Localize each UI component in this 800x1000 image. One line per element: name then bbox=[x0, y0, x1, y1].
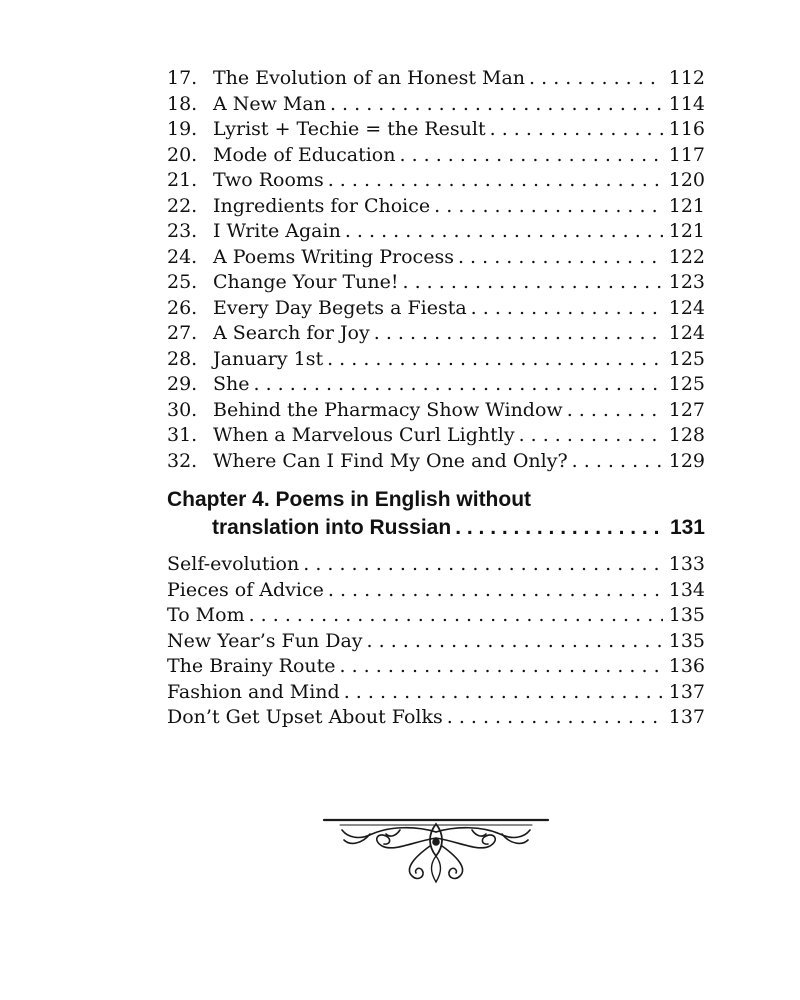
toc-entry-row bbox=[167, 449, 705, 475]
entry-title: Pieces of Advice bbox=[167, 578, 324, 601]
entry-title: To Mom bbox=[167, 604, 245, 626]
entry-number: 25. bbox=[167, 271, 198, 293]
entry-page-number: 121 bbox=[668, 220, 705, 242]
entry-title: Change Your Tune! bbox=[213, 271, 399, 293]
entry-title: January 1st bbox=[213, 347, 324, 370]
entry-page-number: 124 bbox=[668, 296, 705, 319]
chapter-title-line2-row bbox=[167, 514, 705, 542]
toc-entry-row bbox=[167, 194, 705, 220]
entry-number: 24. bbox=[167, 245, 198, 268]
entry-title: Don’t Get Upset About Folks bbox=[167, 706, 443, 728]
entry-title: Self-evolution bbox=[167, 553, 300, 575]
toc-entry-row bbox=[167, 296, 705, 322]
dot-leader bbox=[519, 423, 663, 449]
toc-entry-row bbox=[167, 168, 705, 194]
dot-leader bbox=[344, 680, 663, 706]
toc-entry-row bbox=[167, 629, 705, 655]
entry-page-number: 124 bbox=[668, 322, 705, 344]
dot-leader bbox=[434, 194, 663, 220]
entry-page-number: 116 bbox=[668, 118, 705, 140]
entry-page-number: 128 bbox=[668, 424, 705, 446]
entry-title: Where Can I Find My One and Only? bbox=[213, 449, 568, 472]
dot-leader bbox=[328, 578, 663, 604]
toc-entry-row bbox=[167, 578, 705, 604]
chapter-title-line2: translation into Russian bbox=[212, 516, 452, 539]
toc-entry-row bbox=[167, 219, 705, 245]
entry-page-number: 121 bbox=[668, 194, 705, 217]
entry-page-number: 125 bbox=[668, 347, 705, 370]
entry-number: 18. bbox=[167, 92, 198, 115]
dot-leader bbox=[330, 92, 663, 118]
toc-entry-row bbox=[167, 143, 705, 169]
entry-page-number: 137 bbox=[668, 706, 705, 728]
dot-leader bbox=[328, 168, 663, 194]
entry-page-number: 112 bbox=[668, 67, 705, 89]
entry-title: Lyrist + Techie = the Result bbox=[213, 118, 486, 140]
chapter-title-line1: Chapter 4. Poems in English without bbox=[167, 488, 532, 511]
entry-page-number: 122 bbox=[668, 245, 705, 268]
dot-leader bbox=[471, 296, 663, 322]
toc-entry-row bbox=[167, 92, 705, 118]
entry-page-number: 123 bbox=[668, 271, 705, 293]
entry-title: I Write Again bbox=[213, 220, 341, 242]
entry-page-number: 129 bbox=[668, 449, 705, 472]
entry-title: Ingredients for Choice bbox=[213, 194, 431, 217]
dot-leader bbox=[327, 347, 663, 373]
entry-number: 23. bbox=[167, 220, 198, 242]
toc-entry-row bbox=[167, 552, 705, 578]
dot-leader bbox=[340, 654, 663, 680]
table-of-contents bbox=[167, 66, 705, 731]
toc-entry-row bbox=[167, 423, 705, 449]
dot-leader bbox=[447, 705, 663, 731]
entry-title: The Brainy Route bbox=[167, 655, 336, 677]
entry-title: Fashion and Mind bbox=[167, 680, 340, 703]
entry-title: She bbox=[213, 373, 250, 395]
entry-number: 19. bbox=[167, 118, 198, 140]
entry-page-number: 137 bbox=[668, 680, 705, 703]
entry-title: A Search for Joy bbox=[213, 322, 370, 344]
entry-page-number: 127 bbox=[668, 398, 705, 421]
entry-title: A Poems Writing Process bbox=[213, 245, 454, 268]
dot-leader bbox=[458, 245, 663, 271]
entry-title: When a Marvelous Curl Lightly bbox=[213, 424, 515, 446]
toc-entry-row bbox=[167, 603, 705, 629]
entry-page-number: 135 bbox=[668, 629, 705, 652]
flourish-ornament-icon bbox=[320, 812, 552, 888]
dot-leader bbox=[529, 66, 663, 92]
toc-entry-row bbox=[167, 117, 705, 143]
entry-page-number: 117 bbox=[668, 143, 705, 166]
chapter-heading bbox=[167, 486, 705, 542]
dot-leader bbox=[345, 219, 663, 245]
toc-entry-row bbox=[167, 270, 705, 296]
entry-title: Every Day Begets a Fiesta bbox=[213, 296, 467, 319]
entry-page-number: 136 bbox=[668, 655, 705, 677]
dot-leader bbox=[567, 398, 663, 424]
entry-page-number: 133 bbox=[668, 553, 705, 575]
entry-page-number: 125 bbox=[668, 373, 705, 395]
dot-leader bbox=[254, 372, 663, 398]
toc-entry-row bbox=[167, 398, 705, 424]
entry-number: 32. bbox=[167, 449, 198, 472]
entry-number: 20. bbox=[167, 143, 198, 166]
dot-leader bbox=[572, 449, 663, 475]
dot-leader bbox=[490, 117, 663, 143]
entry-number: 22. bbox=[167, 194, 198, 217]
toc-entry-row bbox=[167, 654, 705, 680]
entry-number: 30. bbox=[167, 398, 198, 421]
toc-entry-row bbox=[167, 245, 705, 271]
dot-leader bbox=[367, 629, 663, 655]
dot-leader bbox=[303, 552, 663, 578]
entry-number: 21. bbox=[167, 169, 198, 191]
dot-leader bbox=[399, 143, 662, 169]
entry-title: Two Rooms bbox=[213, 169, 324, 191]
entry-title: New Year’s Fun Day bbox=[167, 629, 363, 652]
toc-entry-row bbox=[167, 347, 705, 373]
numbered-entry-list bbox=[167, 66, 705, 474]
toc-entry-row bbox=[167, 321, 705, 347]
toc-entry-row bbox=[167, 66, 705, 92]
dot-leader bbox=[403, 270, 663, 296]
toc-entry-row bbox=[167, 372, 705, 398]
dot-leader bbox=[249, 603, 663, 629]
entry-title: Mode of Education bbox=[213, 143, 396, 166]
toc-entry-row bbox=[167, 680, 705, 706]
entry-number: 29. bbox=[167, 373, 198, 395]
entry-page-number: 120 bbox=[668, 169, 705, 191]
entry-page-number: 135 bbox=[668, 604, 705, 626]
entry-title: Behind the Pharmacy Show Window bbox=[213, 398, 563, 421]
entry-number: 17. bbox=[167, 67, 198, 89]
entry-number: 31. bbox=[167, 424, 198, 446]
toc-entry-row bbox=[167, 705, 705, 731]
entry-page-number: 114 bbox=[668, 92, 705, 115]
chapter-page-number: 131 bbox=[669, 516, 705, 539]
entry-number: 26. bbox=[167, 296, 198, 319]
entry-number: 28. bbox=[167, 347, 198, 370]
chapter-entry-list bbox=[167, 552, 705, 731]
entry-title: The Evolution of an Honest Man bbox=[213, 67, 526, 89]
entry-page-number: 134 bbox=[668, 578, 705, 601]
entry-number: 27. bbox=[167, 322, 198, 344]
dot-leader bbox=[455, 514, 663, 542]
dot-leader bbox=[374, 321, 663, 347]
entry-title: A New Man bbox=[213, 92, 326, 115]
